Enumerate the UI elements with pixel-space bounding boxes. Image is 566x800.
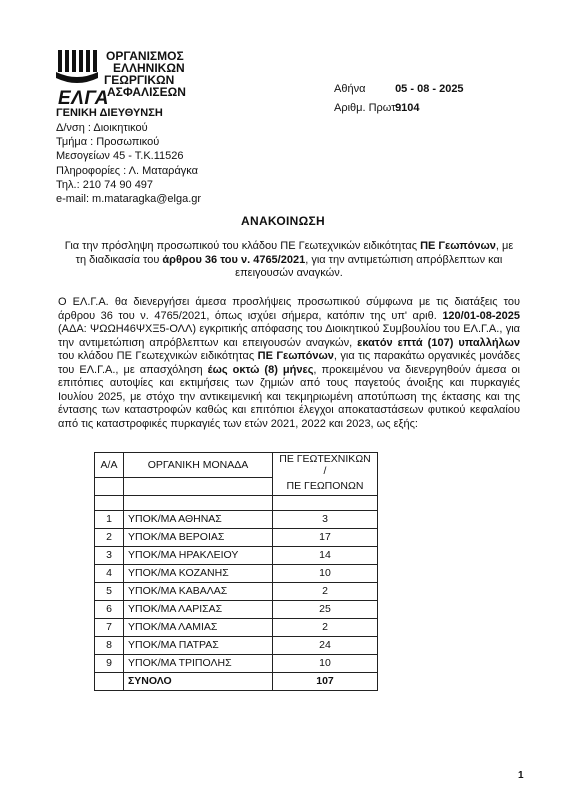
row-unit: ΥΠΟΚ/ΜΑ ΠΑΤΡΑΣ [124, 636, 273, 654]
row-number: 1 [95, 510, 124, 528]
contact-line: Τμήμα : Προσωπικού [56, 136, 160, 149]
total-label: ΣΥΝΟΛΟ [124, 672, 273, 690]
header-empty [124, 477, 273, 495]
intro-text: , με τη διαδικασία του [75, 240, 514, 266]
protocol-label: Αριθμ. Πρωτ.: [334, 102, 402, 114]
row-count: 2 [273, 582, 378, 600]
total-value: 107 [273, 672, 378, 690]
table-row [95, 528, 378, 546]
row-number: 5 [95, 582, 124, 600]
row-unit: ΥΠΟΚ/ΜΑ ΒΕΡΟΙΑΣ [124, 528, 273, 546]
header-specialty-2: ΠΕ ΓΕΩΠΟΝΩΝ [273, 477, 378, 495]
contact-block [56, 121, 201, 206]
row-count: 2 [273, 618, 378, 636]
table-row [95, 654, 378, 672]
header-empty [95, 477, 124, 495]
date-value: 05 - 08 - 2025 [395, 83, 464, 95]
table-spacer-row [95, 495, 378, 510]
row-count: 10 [273, 564, 378, 582]
table-row [95, 636, 378, 654]
spacer-cell [95, 495, 124, 510]
general-directorate: ΓΕΝΙΚΗ ΔΙΕΥΘΥΝΣΗ [56, 107, 163, 119]
row-unit: ΥΠΟΚ/ΜΑ ΑΘΗΝΑΣ [124, 510, 273, 528]
row-count: 10 [273, 654, 378, 672]
contact-email: e-mail: m.mataragka@elga.gr [56, 193, 202, 206]
table-row [95, 582, 378, 600]
units-table [94, 452, 378, 691]
spacer-cell [124, 495, 273, 510]
row-number: 8 [95, 636, 124, 654]
row-count: 25 [273, 600, 378, 618]
row-unit: ΥΠΟΚ/ΜΑ ΚΑΒΑΛΑΣ [124, 582, 273, 600]
row-unit: ΥΠΟΚ/ΜΑ ΤΡΙΠΟΛΗΣ [124, 654, 273, 672]
body-text: , προκειμένου να διενεργηθούν άμεσα οι επιτόπιες αυτοψίες και εκτιμήσεις των ζημιών από τους παγετούς άνοιξης και πυρκαγιές Ιουλίου 2025, με στόχο την αντικειμενική και τεκμηριωμένη αποτύπωση της έκτασης και της έντασης των καταστροφών καθώς και επιτόπιοι έλεγχοι αποκαταστάσεων φυτικού κεφαλαίου από τις καταστροφικές πυρκαγιές των ετών 2021, 2022 και 2023, ως εξής: [58, 363, 520, 430]
header-specialty: ΠΕ ΓΕΩΤΕΧΝΙΚΩΝ / [273, 453, 378, 478]
row-unit: ΥΠΟΚ/ΜΑ ΗΡΑΚΛΕΙΟΥ [124, 546, 273, 564]
contact-line: Τηλ.: 210 74 90 497 [56, 178, 154, 191]
intro-bold: άρθρου 36 του ν. 4765/2021 [162, 253, 306, 266]
row-number: 6 [95, 600, 124, 618]
body-text: του κλάδου ΠΕ Γεωτεχνικών ειδικότητας [58, 350, 258, 362]
table-total-row [95, 672, 378, 690]
table-header-row [95, 453, 378, 478]
protocol-number: 9104 [395, 102, 420, 114]
contact-line: Πληροφορίες : Λ. Ματαράγκα [56, 164, 199, 177]
row-unit: ΥΠΟΚ/ΜΑ ΛΑΡΙΣΑΣ [124, 600, 273, 618]
body-text: (ΑΔΑ: ΨΩΩΗ46ΨΧΞ5-ΟΛΛ) εγκριτικής απόφασης του Διοικητικού Συμβουλίου του ΕΛ.Γ.Α., για την αντιμετώπιση απρόβλεπτων και επειγουσών αναγκών, [58, 323, 520, 349]
org-name-line: ΕΛΛΗΝΙΚΩΝ [113, 61, 185, 75]
specialty: ΠΕ Γεωπόνων [257, 350, 334, 362]
body-text: , για τις παρακάτω οργανικές μονάδες του ΕΛ.Γ.Α., με απασχόληση [58, 350, 520, 376]
intro-bold: ΠΕ Γεωπόνων [420, 240, 496, 252]
org-name-line: ΟΡΓΑΝΙΣΜΟΣ [106, 49, 184, 63]
body-text: Ο ΕΛ.Γ.Α. θα διενεργήσει άμεσα προσλήψεις προσωπικού σύμφωνα με τις διατάξεις του άρθρου 36 του ν. 4765/2021, όπως ισχύει σήμερα, κατόπιν της υπ' αριθ. [58, 296, 520, 322]
header-unit: ΟΡΓΑΝΙΚΗ ΜΟΝΑΔΑ [124, 453, 273, 478]
org-name-line: ΑΣΦΑΛΙΣΕΩΝ [107, 85, 186, 99]
row-number: 4 [95, 564, 124, 582]
decision-number: 120/01-08-2025 [442, 309, 520, 322]
row-count: 14 [273, 546, 378, 564]
row-unit: ΥΠΟΚ/ΜΑ ΛΑΜΙΑΣ [124, 618, 273, 636]
header-aa: Α/Α [95, 453, 124, 478]
table-row [95, 510, 378, 528]
contact-line: Μεσογείων 45 - Τ.Κ.11526 [56, 150, 184, 163]
intro-text: Για την πρόσληψη προσωπικού του κλάδου ΠΕ Γεωτεχνικών ειδικότητας [64, 240, 421, 252]
row-number: 7 [95, 618, 124, 636]
logo-wordmark: ΕΛΓΑ [58, 88, 110, 109]
intro-text: , για την αντιμετώπιση απρόβλεπτων και επειγουσών αναγκών. [235, 253, 503, 279]
table-row [95, 600, 378, 618]
date-label: Αθήνα [334, 83, 366, 95]
employment-duration: έως οκτώ (8) μήνες [207, 363, 314, 376]
table-row [95, 546, 378, 564]
total-empty [95, 672, 124, 690]
row-unit: ΥΠΟΚ/ΜΑ ΚΟΖΑΝΗΣ [124, 564, 273, 582]
row-number: 9 [95, 654, 124, 672]
organization-name [104, 50, 186, 98]
body-paragraph [58, 296, 520, 431]
row-count: 24 [273, 636, 378, 654]
row-count: 17 [273, 528, 378, 546]
document-title: ΑΝΑΚΟΙΝΩΣΗ [241, 214, 325, 228]
row-number: 2 [95, 528, 124, 546]
staff-count: εκατόν επτά (107) υπαλλήλων [357, 336, 520, 349]
intro-paragraph [58, 240, 520, 281]
row-number: 3 [95, 546, 124, 564]
org-name-line: ΓΕΩΡΓΙΚΩΝ [104, 73, 175, 87]
table-row [95, 564, 378, 582]
elga-logo-icon [56, 48, 98, 90]
date-protocol-block [334, 80, 464, 118]
spacer-cell [273, 495, 378, 510]
table-row [95, 618, 378, 636]
table-header-row [95, 477, 378, 495]
page-number: 1 [518, 770, 524, 781]
contact-line: Δ/νση : Διοικητικού [56, 122, 148, 134]
row-count: 3 [273, 510, 378, 528]
